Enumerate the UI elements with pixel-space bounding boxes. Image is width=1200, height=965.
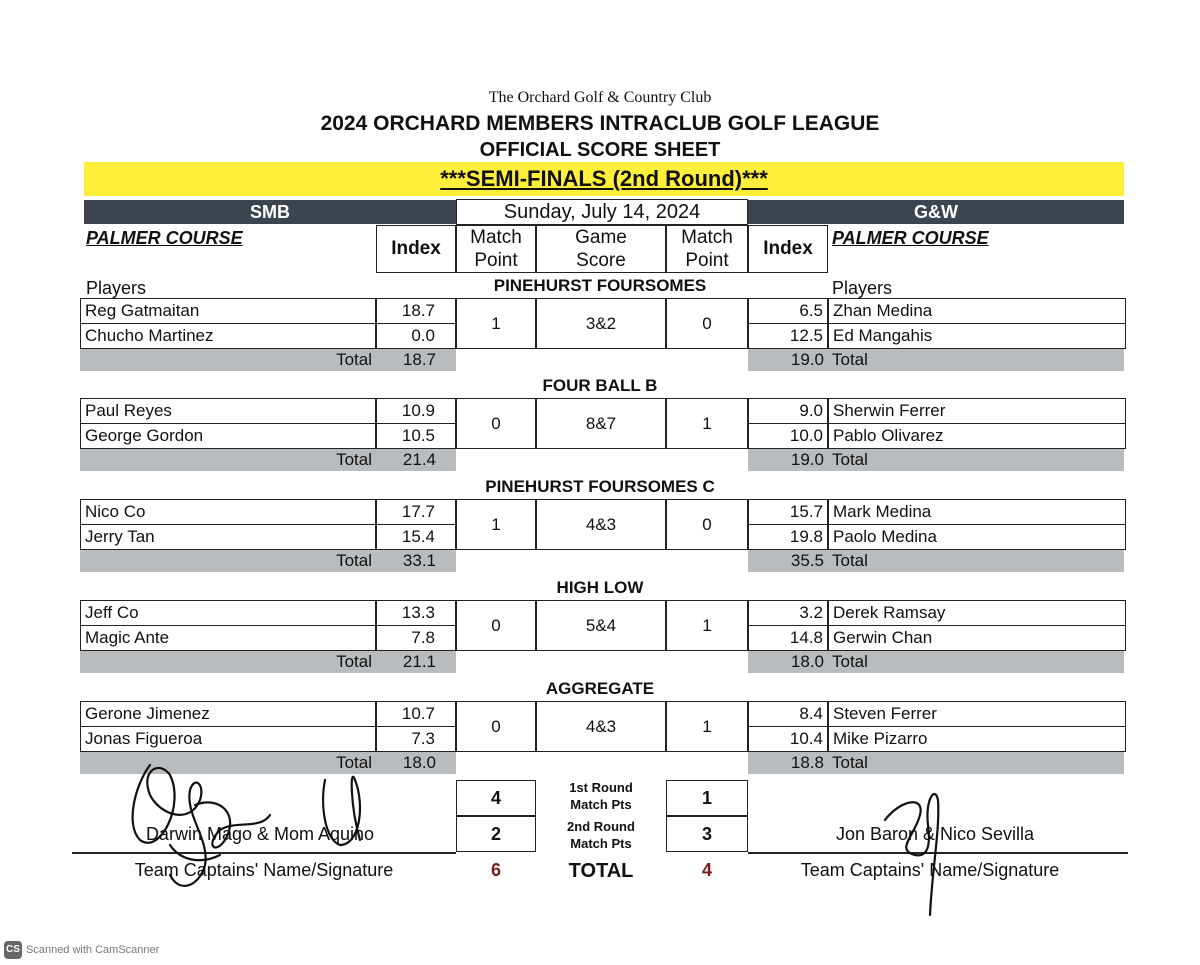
left-player-name: Jonas Figueroa	[80, 726, 376, 752]
right-total-value: 18.8	[748, 752, 828, 774]
match-point-line2: Point	[474, 250, 518, 271]
right-players-heading: Players	[832, 278, 893, 298]
right-total-label: Total	[828, 349, 1124, 371]
left-total-value: 18.7	[376, 349, 456, 371]
right-player-index: 6.5	[748, 298, 828, 324]
right-player-index: 8.4	[748, 701, 828, 727]
left-total-label: Total	[80, 550, 376, 572]
game-score-heading	[536, 225, 666, 273]
right-player-index: 12.5	[748, 323, 828, 349]
right-player-name: Ed Mangahis	[828, 323, 1126, 349]
left-player-index: 10.7	[376, 701, 456, 727]
right-player-name: Pablo Olivarez	[828, 423, 1126, 449]
left-player-name: Chucho Martinez	[80, 323, 376, 349]
left-player-name: George Gordon	[80, 423, 376, 449]
right-total-value: 19.0	[748, 349, 828, 371]
right-player-index: 3.2	[748, 600, 828, 626]
right-match-point: 0	[666, 499, 748, 550]
right-total-value: 18.0	[748, 651, 828, 673]
left-player-index: 13.3	[376, 600, 456, 626]
left-match-point: 1	[456, 499, 536, 550]
right-player-index: 10.0	[748, 423, 828, 449]
r2-label	[536, 818, 666, 852]
left-match-point: 0	[456, 600, 536, 651]
left-r1-points: 4	[456, 780, 536, 816]
left-player-index: 15.4	[376, 524, 456, 550]
club-name: The Orchard Golf & Country Club	[488, 89, 712, 106]
right-player-index: 10.4	[748, 726, 828, 752]
left-match-point-heading	[456, 225, 536, 273]
right-captains-signature	[860, 780, 980, 920]
right-player-index: 15.7	[748, 499, 828, 525]
right-grand-total: 4	[701, 860, 712, 880]
left-player-index: 10.9	[376, 398, 456, 424]
game-score-line2: Score	[576, 250, 626, 271]
right-total-value: 19.0	[748, 449, 828, 471]
left-total-value: 21.4	[376, 449, 456, 471]
left-player-index: 7.8	[376, 625, 456, 651]
right-player-name: Zhan Medina	[828, 298, 1126, 324]
left-total-value: 18.0	[376, 752, 456, 774]
match-format: AGGREGATE	[545, 679, 655, 698]
right-player-name: Sherwin Ferrer	[828, 398, 1126, 424]
left-player-index: 10.5	[376, 423, 456, 449]
right-course-label: PALMER COURSE	[832, 228, 989, 248]
r2-label-line2: Match Pts	[570, 836, 632, 851]
game-score: 8&7	[536, 398, 666, 449]
right-match-point: 0	[666, 298, 748, 349]
left-match-point: 0	[456, 398, 536, 449]
game-score: 4&3	[536, 499, 666, 550]
team-left-name: SMB	[84, 200, 456, 224]
left-total-value: 21.1	[376, 651, 456, 673]
left-total-label: Total	[80, 752, 376, 774]
left-total-label: Total	[80, 651, 376, 673]
right-captains-names: Jon Baron & Nico Sevilla	[835, 824, 1035, 844]
right-r2-points: 3	[666, 816, 748, 852]
scanner-watermark: Scanned with CamScanner	[26, 944, 160, 956]
left-player-index: 7.3	[376, 726, 456, 752]
right-index-heading: Index	[748, 225, 828, 273]
match-point-line1: Match	[681, 227, 733, 248]
game-score: 4&3	[536, 701, 666, 752]
right-total-label: Total	[828, 651, 1124, 673]
left-player-index: 17.7	[376, 499, 456, 525]
left-match-point: 0	[456, 701, 536, 752]
right-r1-points: 1	[666, 780, 748, 816]
left-captains-names: Darwin Mago & Mom Aquino	[145, 824, 375, 844]
game-score-line1: Game	[575, 227, 627, 248]
game-score: 5&4	[536, 600, 666, 651]
right-match-point: 1	[666, 701, 748, 752]
match-format: PINEHURST FOURSOMES C	[485, 477, 715, 496]
r1-label-line1: 1st Round	[569, 780, 633, 795]
match-point-line2: Point	[685, 250, 729, 271]
right-match-point: 1	[666, 398, 748, 449]
left-players-heading: Players	[86, 278, 147, 298]
total-label: TOTAL	[568, 860, 634, 882]
right-player-name: Mark Medina	[828, 499, 1126, 525]
match-format: FOUR BALL B	[542, 376, 658, 395]
right-player-index: 14.8	[748, 625, 828, 651]
r1-label-line2: Match Pts	[570, 797, 632, 812]
left-grand-total: 6	[490, 860, 501, 880]
right-captains-caption: Team Captains' Name/Signature	[800, 860, 1060, 880]
right-player-name: Gerwin Chan	[828, 625, 1126, 651]
left-total-label: Total	[80, 449, 376, 471]
right-player-name: Paolo Medina	[828, 524, 1126, 550]
left-player-index: 0.0	[376, 323, 456, 349]
match-date: Sunday, July 14, 2024	[456, 199, 748, 225]
league-title: 2024 ORCHARD MEMBERS INTRACLUB GOLF LEAGUE	[320, 112, 880, 135]
r1-label	[536, 779, 666, 813]
left-player-name: Nico Co	[80, 499, 376, 525]
team-right-name: G&W	[748, 200, 1124, 224]
left-captains-signature	[110, 745, 410, 905]
sheet-title: OFFICIAL SCORE SHEET	[479, 139, 721, 161]
match-point-line1: Match	[470, 227, 522, 248]
round-title: ***SEMI-FINALS (2nd Round)***	[440, 166, 768, 191]
game-score: 3&2	[536, 298, 666, 349]
right-player-name: Steven Ferrer	[828, 701, 1126, 727]
match-format: PINEHURST FOURSOMES	[493, 276, 707, 295]
left-player-name: Gerone Jimenez	[80, 701, 376, 727]
camscanner-logo-icon: CS	[4, 941, 22, 959]
left-player-name: Reg Gatmaitan	[80, 298, 376, 324]
left-player-index: 18.7	[376, 298, 456, 324]
right-total-label: Total	[828, 449, 1124, 471]
right-player-index: 19.8	[748, 524, 828, 550]
right-match-point: 1	[666, 600, 748, 651]
left-index-heading: Index	[376, 225, 456, 273]
left-player-name: Jerry Tan	[80, 524, 376, 550]
match-format: HIGH LOW	[556, 578, 644, 597]
left-match-point: 1	[456, 298, 536, 349]
left-player-name: Jeff Co	[80, 600, 376, 626]
r2-label-line1: 2nd Round	[567, 819, 635, 834]
left-captains-caption: Team Captains' Name/Signature	[134, 860, 394, 880]
right-total-value: 35.5	[748, 550, 828, 572]
left-player-name: Paul Reyes	[80, 398, 376, 424]
right-total-label: Total	[828, 752, 1124, 774]
right-player-index: 9.0	[748, 398, 828, 424]
left-r2-points: 2	[456, 816, 536, 852]
left-total-label: Total	[80, 349, 376, 371]
left-total-value: 33.1	[376, 550, 456, 572]
left-course-label: PALMER COURSE	[86, 228, 243, 248]
right-player-name: Derek Ramsay	[828, 600, 1126, 626]
right-total-label: Total	[828, 550, 1124, 572]
right-match-point-heading	[666, 225, 748, 273]
left-player-name: Magic Ante	[80, 625, 376, 651]
right-player-name: Mike Pizarro	[828, 726, 1126, 752]
